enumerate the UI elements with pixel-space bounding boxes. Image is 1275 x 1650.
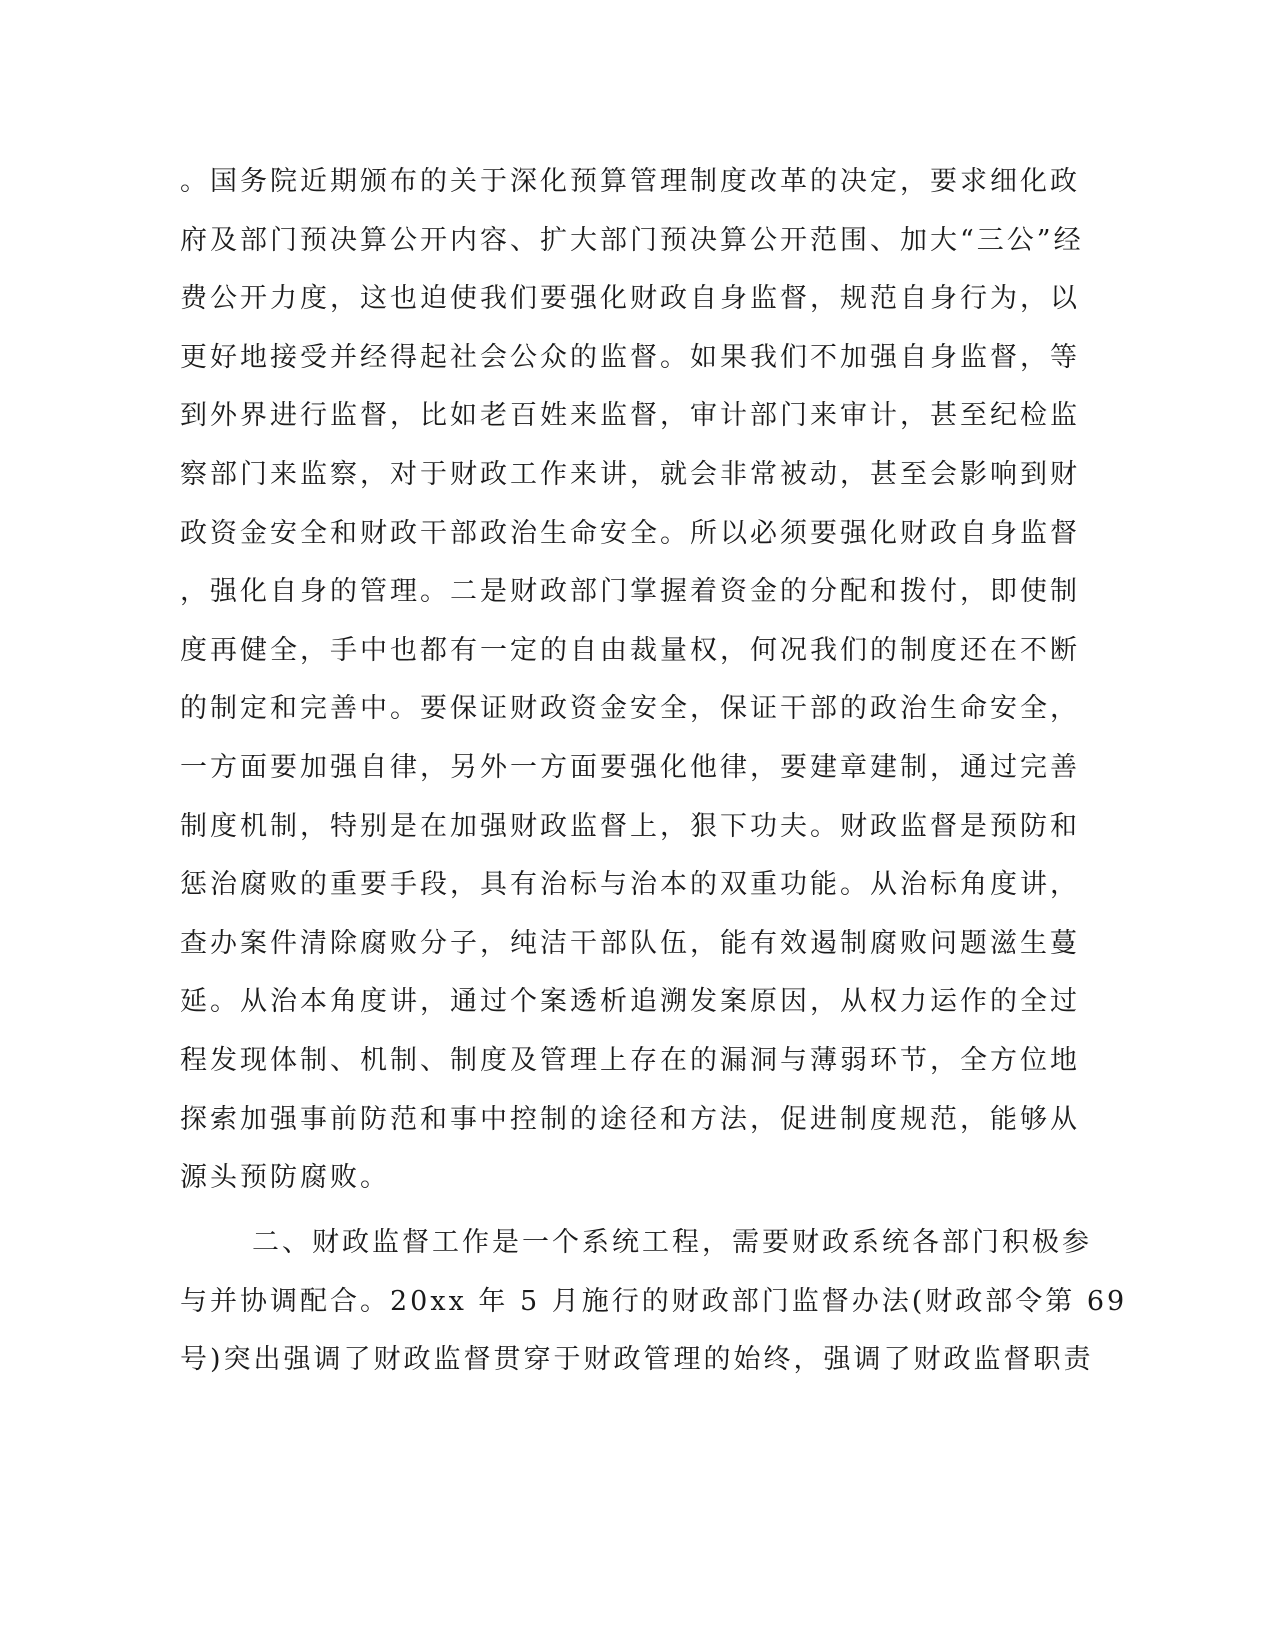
- paragraph-1-line: 程发现体制、机制、制度及管理上存在的漏洞与薄弱环节，全方位地: [180, 1044, 1080, 1076]
- paragraph-1-line: 府及部门预决算公开内容、扩大部门预决算公开范围、加大“三公”经: [180, 224, 1084, 256]
- paragraph-2-line: 二、财政监督工作是一个系统工程，需要财政系统各部门积极参: [252, 1227, 1092, 1258]
- paragraph-1-line: 到外界进行监督，比如老百姓来监督，审计部门来审计，甚至纪检监: [180, 400, 1080, 432]
- paragraph-1-line: 政资金安全和财政干部政治生命安全。所以必须要强化财政自身监督: [180, 517, 1080, 549]
- paragraph-1-line: 查办案件清除腐败分子，纯洁干部队伍，能有效遏制腐败问题滋生蔓: [180, 927, 1080, 959]
- paragraph-1-line: 更好地接受并经得起社会公众的监督。如果我们不加强自身监督，等: [180, 341, 1080, 373]
- paragraph-1-line: 度再健全，手中也都有一定的自由裁量权，何况我们的制度还在不断: [180, 634, 1080, 666]
- paragraph-1-line: 察部门来监察，对于财政工作来讲，就会非常被动，甚至会影响到财: [180, 458, 1080, 490]
- paragraph-1: [180, 153, 1084, 1208]
- paragraph-1-line: 费公开力度，这也迫使我们要强化财政自身监督，规范自身行为，以: [180, 283, 1080, 315]
- paragraph-2-line: 号)突出强调了财政监督贯穿于财政管理的始终，强调了财政监督职责: [180, 1344, 1094, 1376]
- paragraph-1-line: 的制定和完善中。要保证财政资金安全，保证干部的政治生命安全，: [180, 693, 1080, 725]
- paragraph-2-line: 与并协调配合。20xx 年 5 月施行的财政部门监督办法(财政部令第 69: [180, 1285, 1128, 1317]
- paragraph-2: [180, 1214, 1128, 1390]
- paragraph-1-line: 一方面要加强自律，另外一方面要强化他律，要建章建制，通过完善: [180, 751, 1080, 783]
- paragraph-1-line: 惩治腐败的重要手段，具有治标与治本的双重功能。从治标角度讲，: [180, 869, 1080, 901]
- paragraph-1-line: 延。从治本角度讲，通过个案透析追溯发案原因，从权力运作的全过: [180, 986, 1080, 1018]
- paragraph-1-line: 制度机制，特别是在加强财政监督上，狠下功夫。财政监督是预防和: [180, 810, 1080, 842]
- paragraph-1-line: ，强化自身的管理。二是财政部门掌握着资金的分配和拨付，即使制: [180, 576, 1080, 608]
- paragraph-1-line: 探索加强事前防范和事中控制的途径和方法，促进制度规范，能够从: [180, 1103, 1080, 1135]
- paragraph-1-line: 源头预防腐败。: [180, 1162, 390, 1194]
- paragraph-1-line: 。国务院近期颁布的关于深化预算管理制度改革的决定，要求细化政: [180, 166, 1080, 197]
